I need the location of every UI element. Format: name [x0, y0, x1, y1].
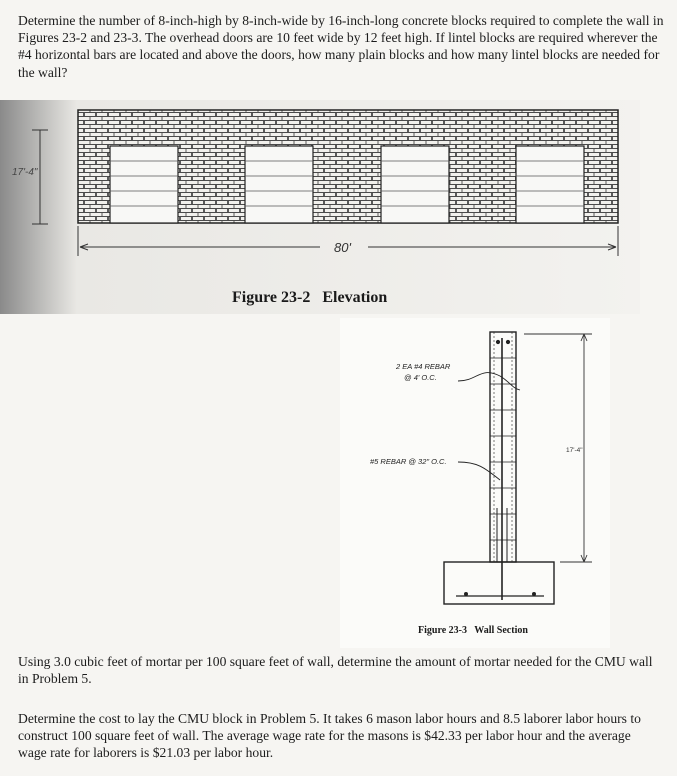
figure-elevation	[0, 100, 640, 314]
overhead-door	[381, 146, 449, 223]
section-caption: Figure 23-3 Wall Section	[418, 625, 528, 636]
problem-6-text: Using 3.0 cubic feet of mortar per 100 square feet of wall, determine the amount of mortar needed for the CMU wall in Problem 5.	[18, 654, 653, 687]
height-dimension-label: 17'-4"	[12, 167, 38, 178]
problem-5-text: Determine the number of 8-inch-high by 8-inch-wide by 16-inch-long concrete blocks required to complete the wall in Figures 23-2 and 23-3. The overhead doors are 10 feet wide by 12 feet high. If lintel blocks are required wherever the #4 horizontal bars are located and above the doors, how many plain blocks and how many lintel blocks are needed for the wall?	[18, 13, 664, 80]
figure-wall-section	[340, 318, 610, 648]
problem-7-text: Determine the cost to lay the CMU block in Problem 5. It takes 6 mason labor hours and 8.5 laborer labor hours to construct 100 square feet of wall. The average wage rate for the masons is $42.33 per labor hour and the average wage rate for laborers is $21.03 per labor hour.	[18, 711, 641, 761]
elevation-caption: Figure 23-2 Elevation	[232, 289, 388, 306]
length-dimension-label: 80'	[334, 240, 351, 255]
overhead-door	[110, 146, 178, 223]
callout-horizontal-rebar-line2: @ 4' O.C.	[404, 373, 437, 382]
callout-horizontal-rebar-line1: 2 EA #4 REBAR	[396, 362, 451, 371]
overhead-door	[516, 146, 584, 223]
overhead-door	[245, 146, 313, 223]
callout-vertical-rebar: #5 REBAR @ 32" O.C.	[370, 457, 447, 466]
section-height-label: 17'-4"	[566, 447, 583, 454]
